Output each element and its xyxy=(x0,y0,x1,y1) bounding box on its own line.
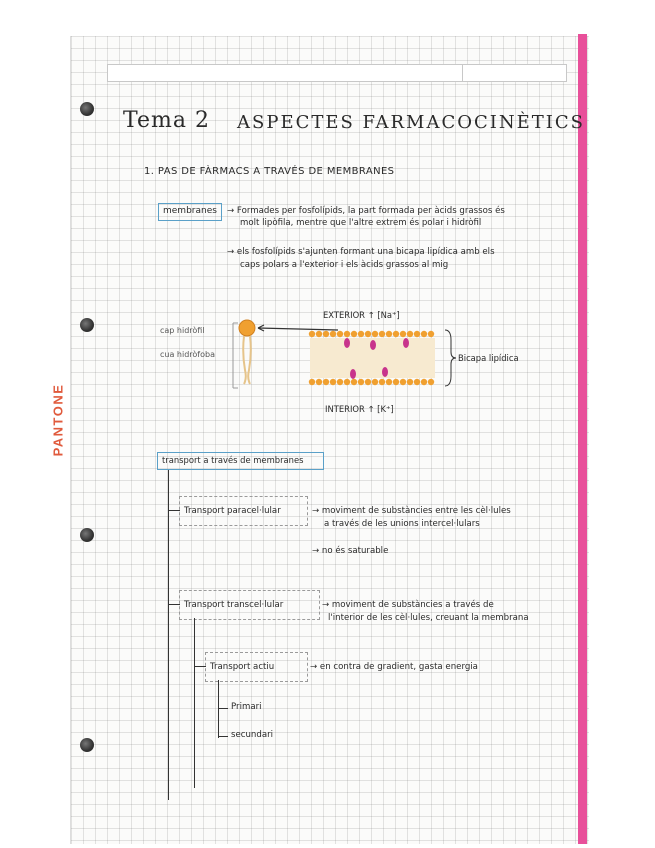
membranes-bullet-1-cont: molt lipòfila, mentre que l'altre extrem és polar i hidròfil xyxy=(240,218,482,228)
punch-hole-icon xyxy=(80,318,94,332)
tree-line xyxy=(168,470,169,800)
page-title: ASPECTES FARMACOCINÈTICS xyxy=(237,112,585,133)
primary-label: Primari xyxy=(231,702,262,712)
phospholipid-head-icon xyxy=(239,320,255,336)
header-box-divider xyxy=(462,64,463,82)
membranes-label: membranes xyxy=(163,206,217,216)
paracellular-desc-cont: a través de les unions intercel·lulars xyxy=(324,519,480,529)
cua-label: cua hidròfoba xyxy=(160,350,215,359)
transport-title: transport a través de membranes xyxy=(162,455,304,465)
membranes-bullet-2-cont: caps polars a l'exterior i els àcids grassos al mig xyxy=(240,260,449,270)
cap-label: cap hidròfil xyxy=(160,326,205,335)
membranes-bullet-1: → Formades per fosfolípids, la part formada per àcids grassos és xyxy=(227,206,505,216)
pointer-arrow xyxy=(258,328,338,330)
phospholipid-tail xyxy=(243,336,246,384)
pink-margin-edge xyxy=(578,34,587,844)
pantone-brand-label: PANTONE xyxy=(50,383,66,457)
header-box xyxy=(107,64,567,82)
page-title-prefix: Tema 2 xyxy=(123,108,210,133)
section-heading: 1. PAS DE FÀRMACS A TRAVÉS DE MEMBRANES xyxy=(144,166,395,177)
interior-label: INTERIOR ↑ [K⁺] xyxy=(325,404,394,414)
secondary-label: secundari xyxy=(231,730,274,740)
tree-line xyxy=(194,618,195,788)
bicapa-label: Bicapa lipídica xyxy=(458,353,519,363)
brace xyxy=(445,330,456,386)
bilayer-heads-top xyxy=(309,331,434,337)
bilayer-heads-bottom xyxy=(309,379,434,385)
exterior-label: EXTERIOR ↑ [Na⁺] xyxy=(323,310,400,320)
punch-hole-icon xyxy=(80,102,94,116)
paracellular-note: → no és saturable xyxy=(312,546,389,556)
bilayer-illustration xyxy=(160,308,460,398)
membranes-bullet-2: → els fosfolípids s'ajunten formant una bicapa lipídica amb els xyxy=(227,247,495,257)
punch-hole-icon xyxy=(80,738,94,752)
paracellular-label: Transport paracel·lular xyxy=(184,506,281,516)
transcellular-desc: → moviment de substàncies a través de xyxy=(322,600,494,610)
transcellular-desc-cont: l'interior de les cèl·lules, creuant la membrana xyxy=(328,613,529,623)
tree-branch xyxy=(218,708,228,709)
phospholipid-tail xyxy=(248,336,251,384)
grid-paper xyxy=(70,36,589,844)
transcellular-label: Transport transcel·lular xyxy=(184,600,284,610)
paracellular-desc: → moviment de substàncies entre les cèl·lules xyxy=(312,506,511,516)
punch-hole-icon xyxy=(80,528,94,542)
active-transport-desc: → en contra de gradient, gasta energia xyxy=(310,662,478,672)
tree-branch xyxy=(218,736,228,737)
active-transport-label: Transport actiu xyxy=(210,662,275,672)
